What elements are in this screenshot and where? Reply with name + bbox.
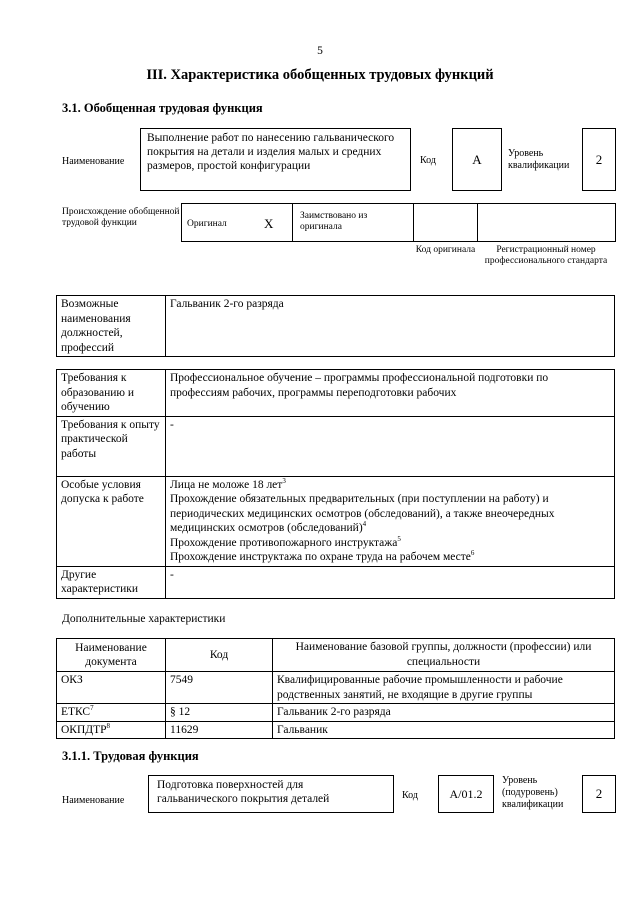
- admission-line: Лица не моложе 18 лет$^3$: [170, 476, 286, 491]
- tf-name-value: Подготовка поверхностей для гальванического покрытия деталей: [148, 775, 394, 813]
- gtf-name-label: Наименование: [62, 156, 125, 167]
- positions-table: [56, 295, 615, 357]
- admission-label: Особые условия допуска к работе: [57, 476, 166, 566]
- origin-code-original-cell: [413, 203, 478, 242]
- tf-code-label: Код: [402, 790, 418, 801]
- table-row: [57, 704, 615, 722]
- header-document: Наименование документа: [57, 639, 166, 672]
- tf-level-label: Уровень (подуровень) квалификации: [502, 775, 564, 810]
- origin-borrowed-cell: [292, 203, 414, 242]
- row-name: Гальваник: [273, 721, 615, 739]
- additional-title: Дополнительные характеристики: [62, 613, 226, 625]
- header-code: Код: [166, 639, 273, 672]
- row-code: 11629: [166, 721, 273, 739]
- page-number: 5: [317, 45, 323, 57]
- other-label: Другие характеристики: [57, 566, 166, 598]
- experience-value: -: [166, 416, 615, 476]
- positions-value: Гальваник 2-го разряда: [166, 296, 615, 357]
- code-original-caption: Код оригинала: [415, 245, 476, 255]
- row-code: 7549: [166, 672, 273, 704]
- header-name: Наименование базовой группы, должности (профессии) или специальности: [273, 639, 615, 672]
- gtf-level-label: Уровень квалификации: [508, 148, 570, 171]
- table-row: [57, 672, 615, 704]
- experience-label: Требования к опыту практической работы: [57, 416, 166, 476]
- gtf-code-label: Код: [420, 155, 436, 166]
- gtf-level-value: 2: [582, 128, 616, 191]
- row-code: § 12: [166, 704, 273, 722]
- additional-table: [56, 638, 615, 739]
- other-value: -: [166, 566, 615, 598]
- gtf-code-value: A: [452, 128, 502, 191]
- row-name: Гальваник 2-го разряда: [273, 704, 615, 722]
- admission-line: Прохождение инструктажа по охране труда на рабочем месте$^6$: [170, 549, 475, 563]
- tf-code-value: A/01.2: [438, 775, 494, 813]
- row-doc: ЕТКС$^7$: [57, 704, 166, 722]
- requirements-table: [56, 369, 615, 599]
- tf-level-value: 2: [582, 775, 616, 813]
- table-row: [57, 721, 615, 739]
- row-doc: ОКЗ: [57, 672, 166, 704]
- gtf-name-value: Выполнение работ по нанесению гальванического покрытия на детали и изделия малых и средних размеров, простой конфигурации: [140, 128, 411, 191]
- tf-name-label: Наименование: [62, 795, 125, 806]
- subsection-title: 3.1. Обобщенная трудовая функция: [62, 101, 263, 115]
- reg-number-caption: Регистрационный номер профессионального стандарта: [484, 245, 608, 266]
- admission-value: [166, 476, 615, 566]
- row-doc: ОКПДТР$^8$: [57, 721, 166, 739]
- origin-original-label: Оригинал: [187, 219, 227, 229]
- origin-borrowed-label: Заимствовано из оригинала: [300, 211, 368, 232]
- section-title: III. Характеристика обобщенных трудовых функций: [146, 67, 494, 83]
- origin-original-mark: X: [264, 216, 274, 231]
- tf-title: 3.1.1. Трудовая функция: [62, 749, 199, 763]
- origin-reg-number-cell: [477, 203, 616, 242]
- gtf-origin-label: Происхождение обобщенной трудовой функции: [62, 207, 180, 228]
- row-name: Квалифицированные рабочие промышленности и рабочие родственных занятий, не входящие в другие группы: [273, 672, 615, 704]
- positions-label: Возможные наименования должностей, профессий: [57, 296, 166, 357]
- admission-line: Прохождение противопожарного инструктажа$^5$: [170, 534, 401, 549]
- education-value: Профессиональное обучение – программы профессиональной подготовки по профессиям рабочих, программы переподготовки рабочих: [166, 370, 615, 417]
- education-label: Требования к образованию и обучению: [57, 370, 166, 417]
- admission-line: Прохождение обязательных предварительных (при поступлении на работу) и периодических медицинских осмотров (обследований), а также внеочередных медицинских осмотров (обследований)$^4$: [170, 493, 555, 534]
